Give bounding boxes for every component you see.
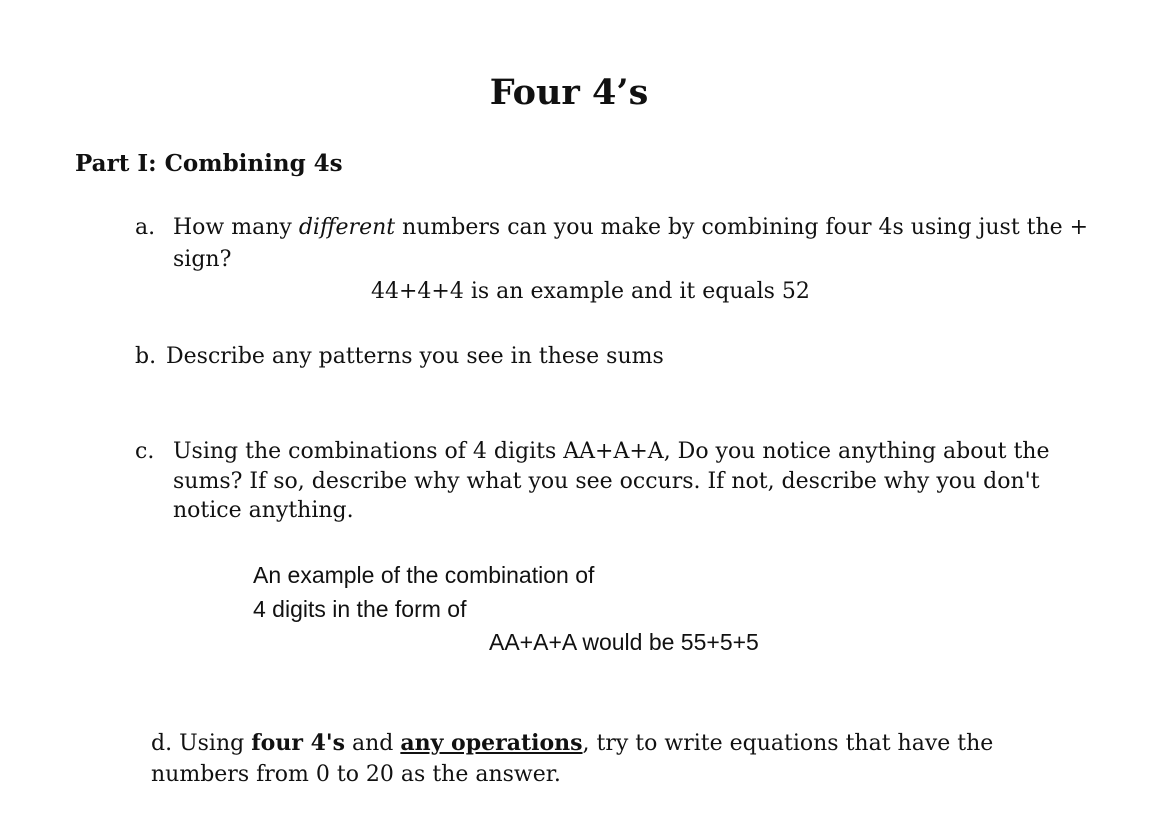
- question-a-example: 44+4+4 is an example and it equals 52: [371, 279, 810, 304]
- question-d-bold: four 4's: [251, 730, 345, 756]
- part-heading: Part I: Combining 4s: [75, 150, 343, 177]
- question-c-line3: notice anything.: [173, 498, 354, 523]
- question-d-pre: Using: [172, 731, 252, 756]
- question-c-example-line3: AA+A+A would be 55+5+5: [489, 629, 759, 655]
- question-d-marker: d.: [151, 731, 173, 756]
- question-a-line2: sign?: [173, 247, 232, 272]
- question-a-marker: a.: [135, 215, 156, 240]
- question-c-marker: c.: [135, 439, 155, 464]
- question-a-emphasis: different: [298, 215, 396, 240]
- question-d-line1: [151, 728, 993, 759]
- question-d-line2: numbers from 0 to 20 as the answer.: [151, 762, 561, 787]
- question-b-text: Describe any patterns you see in these sums: [166, 344, 664, 369]
- question-d-post: , try to write equations that have the: [582, 731, 994, 756]
- question-c-example-line1: An example of the combination of: [253, 562, 595, 588]
- question-a-line1-pre: How many: [173, 215, 299, 240]
- question-d-bold-underline: any operations: [400, 730, 583, 756]
- question-a-line1: [173, 213, 1088, 243]
- question-c-line2: sums? If so, describe why what you see occurs. If not, describe why you don't: [173, 469, 1040, 494]
- page-title: Four 4’s: [489, 72, 649, 113]
- question-a-line1-post: numbers can you make by combining four 4s using just the +: [395, 215, 1089, 240]
- question-c-line1: Using the combinations of 4 digits AA+A+A, Do you notice anything about the: [173, 439, 1050, 464]
- question-b-marker: b.: [135, 344, 157, 369]
- question-c-example-line2: 4 digits in the form of: [253, 596, 467, 622]
- question-d-mid: and: [345, 731, 401, 756]
